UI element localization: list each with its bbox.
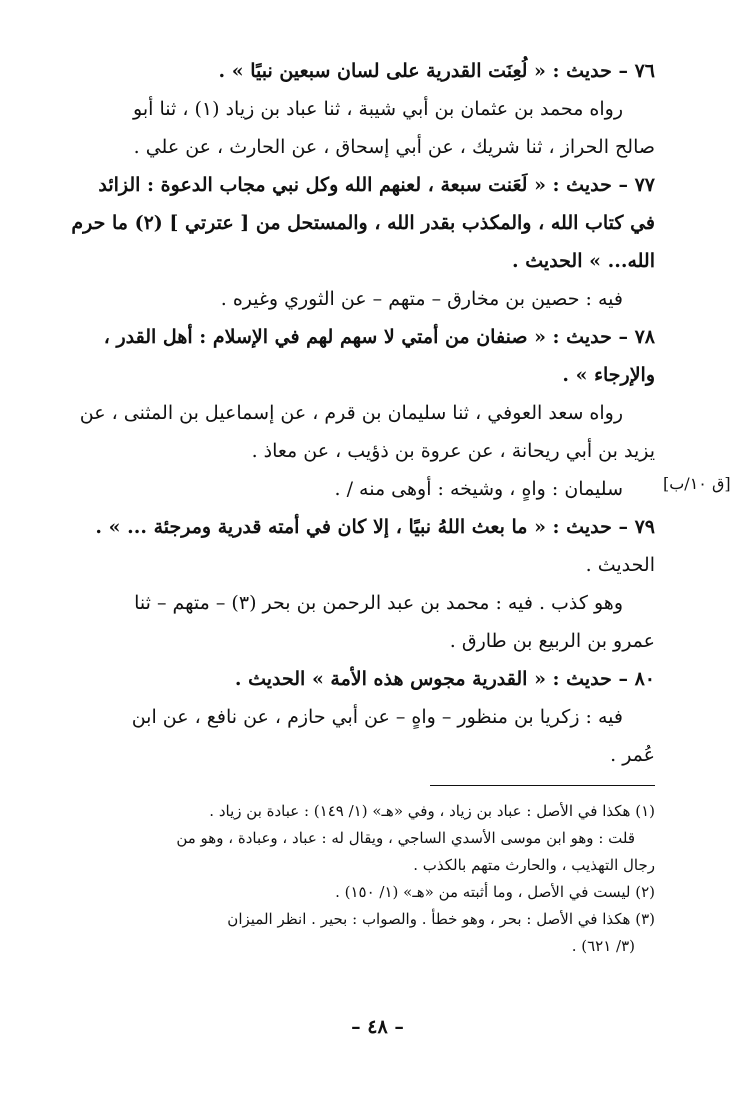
text-line: يزيد بن أبي ريحانة ، عن عروة بن ذؤيب ، عن معاذ . <box>251 440 655 462</box>
text-line: ٧٨ – حديث : « صنفان من أمتي لا سهم لهم في الإسلام : أهل القدر ، <box>103 326 655 348</box>
footnotes <box>105 798 655 960</box>
text-line: ٨٠ – حديث : « القدرية مجوس هذه الأمة » الحديث . <box>234 668 655 690</box>
text-line: فيه : زكريا بن منظور – واهٍ – عن أبي حازم ، عن نافع ، عن ابن <box>131 706 623 728</box>
footnote-line: (١) هكذا في الأصل : عباد بن زياد ، وفي «هـ» (١/ ١٤٩) : عبادة بن زياد . <box>209 802 655 820</box>
footnote-divider <box>430 785 655 786</box>
text-line: ٧٩ – حديث : « ما بعث اللهُ نبيًا ، إلا كان في أمته قدرية ومرجئة ... » . <box>95 516 655 538</box>
text-line: فيه : حصين بن مخارق – متهم – عن الثوري وغيره . <box>220 288 623 310</box>
text-line: رواه سعد العوفي ، ثنا سليمان بن قرم ، عن إسماعيل بن المثنى ، عن <box>79 402 623 424</box>
footnote-line: (٣/ ٦٢١) . <box>571 937 635 955</box>
footnote-line: (٢) ليست في الأصل ، وما أثبته من «هـ» (١/ ١٥٠) . <box>335 883 655 901</box>
text-line: سليمان : واهٍ ، وشيخه : أوهى منه / . <box>334 478 623 500</box>
text-line: الحديث . <box>585 554 655 576</box>
text-line: عُمر . <box>610 744 655 766</box>
text-line: الله... » الحديث . <box>512 250 655 272</box>
footnote-line: (٣) هكذا في الأصل : بحر ، وهو خطأ . والصواب : بحير . انظر الميزان <box>227 910 655 928</box>
text-line: عمرو بن الربيع بن طارق . <box>449 630 655 652</box>
footnote-line: قلت : وهو ابن موسى الأسدي الساجي ، ويقال له : عباد ، وعبادة ، وهو من <box>176 829 635 847</box>
manuscript-folio-marker: [ق ١٠/ب] <box>663 474 731 493</box>
text-line: والإرجاء » . <box>562 364 655 386</box>
text-line: في كتاب الله ، والمكذب بقدر الله ، والمستحل من [ عترتي ] (٢) ما حرم <box>71 212 655 234</box>
text-line: وهو كذب . فيه : محمد بن عبد الرحمن بن بحر (٣) – متهم – ثنا <box>134 592 623 614</box>
page-number: – ٤٨ – <box>351 1016 404 1038</box>
footnote-line: رجال التهذيب ، والحارث متهم بالكذب . <box>413 856 655 874</box>
text-line: صالح الحراز ، ثنا شريك ، عن أبي إسحاق ، عن الحارث ، عن علي . <box>133 136 655 158</box>
text-line: رواه محمد بن عثمان بن أبي شيبة ، ثنا عباد بن زياد (١) ، ثنا أبو <box>133 98 623 120</box>
text-line: ٧٧ – حديث : « لَعَنت سبعة ، لعنهم الله وكل نبي مجاب الدعوة : الزائد <box>98 174 655 196</box>
text-line: ٧٦ – حديث : « لُعِنَت القدرية على لسان سبعين نبيًا » . <box>218 60 655 82</box>
main-text <box>71 52 655 774</box>
